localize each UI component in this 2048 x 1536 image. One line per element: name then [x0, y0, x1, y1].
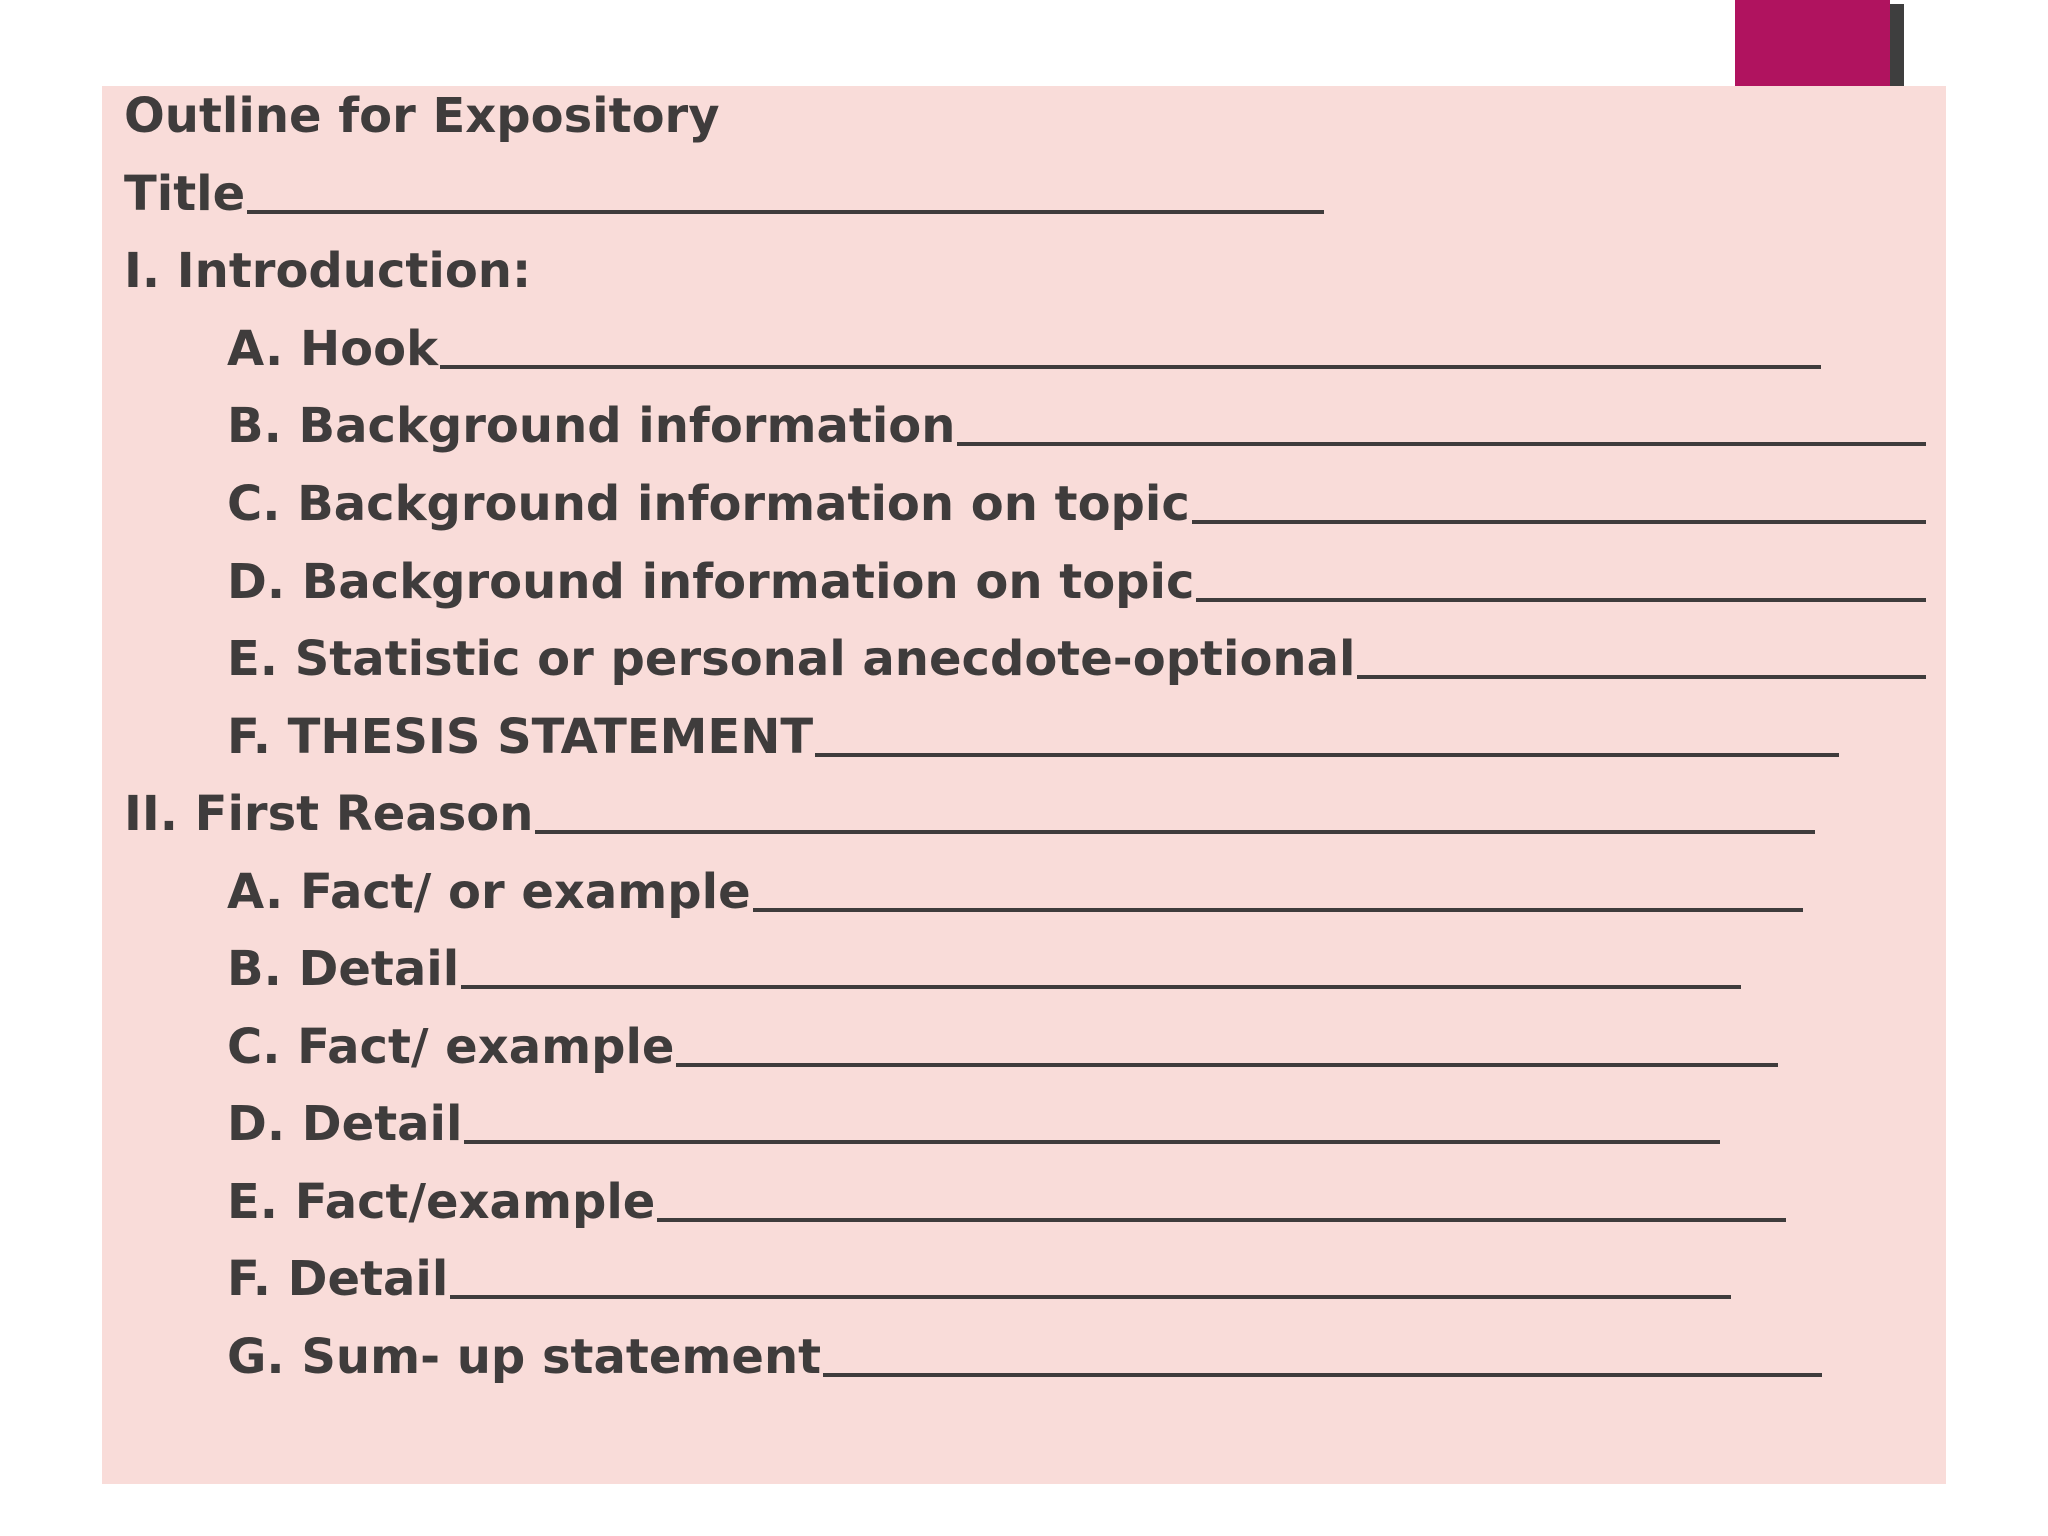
- item-sum-up-statement-label: G. Sum- up statement: [227, 1329, 822, 1385]
- item-detail-b: [227, 939, 1741, 999]
- background-topic-d-blank[interactable]: [1196, 598, 1926, 602]
- item-statistic: [227, 629, 1926, 689]
- accent-edge: [1890, 4, 1904, 86]
- statistic-blank[interactable]: [1357, 675, 1926, 679]
- detail-b-blank[interactable]: [461, 985, 1741, 989]
- title-label: Title: [124, 166, 246, 222]
- title-blank[interactable]: [247, 210, 1324, 214]
- outline-title-text: Outline for Expository: [124, 88, 720, 144]
- item-fact-or-example: [227, 862, 1803, 922]
- fact-or-example-blank[interactable]: [753, 908, 1803, 912]
- section-first-reason: [124, 784, 1815, 844]
- item-background-topic-c-label: C. Background information on topic: [227, 476, 1190, 532]
- first-reason-blank[interactable]: [535, 830, 1815, 834]
- item-hook-label: A. Hook: [227, 321, 439, 377]
- sum-up-statement-blank[interactable]: [823, 1373, 1822, 1377]
- background-information-blank[interactable]: [957, 442, 1926, 446]
- item-fact-example-c: [227, 1017, 1778, 1077]
- item-background-information-label: B. Background information: [227, 398, 956, 454]
- item-background-topic-d: [227, 552, 1926, 612]
- item-detail-f-label: F. Detail: [227, 1251, 449, 1307]
- section-first-reason-label: II. First Reason: [124, 786, 534, 842]
- item-detail-f: [227, 1249, 1731, 1309]
- item-thesis-statement-label: F. THESIS STATEMENT: [227, 709, 814, 765]
- item-statistic-label: E. Statistic or personal anecdote-optional: [227, 631, 1356, 687]
- item-fact-example-c-label: C. Fact/ example: [227, 1019, 675, 1075]
- item-fact-example-e-label: E. Fact/example: [227, 1174, 656, 1230]
- item-background-information: [227, 396, 1926, 456]
- outline-title: [124, 86, 720, 146]
- item-detail-d: [227, 1094, 1720, 1154]
- item-detail-d-label: D. Detail: [227, 1096, 463, 1152]
- detail-f-blank[interactable]: [450, 1295, 1731, 1299]
- item-thesis-statement: [227, 707, 1839, 767]
- accent-block: [1735, 0, 1890, 86]
- fact-example-e-blank[interactable]: [657, 1218, 1786, 1222]
- section-introduction-label: I. Introduction:: [124, 243, 532, 299]
- thesis-statement-blank[interactable]: [815, 753, 1839, 757]
- background-topic-c-blank[interactable]: [1192, 520, 1926, 524]
- item-detail-b-label: B. Detail: [227, 941, 460, 997]
- hook-blank[interactable]: [440, 365, 1821, 369]
- item-fact-example-e: [227, 1172, 1786, 1232]
- detail-d-blank[interactable]: [464, 1140, 1720, 1144]
- item-sum-up-statement: [227, 1327, 1822, 1387]
- item-background-topic-d-label: D. Background information on topic: [227, 554, 1195, 610]
- title-line: [124, 164, 1324, 224]
- item-fact-or-example-label: A. Fact/ or example: [227, 864, 751, 920]
- item-background-topic-c: [227, 474, 1926, 534]
- section-introduction: [124, 241, 531, 301]
- fact-example-c-blank[interactable]: [676, 1063, 1778, 1067]
- outline-panel: [102, 86, 1946, 1484]
- item-hook: [227, 319, 1821, 379]
